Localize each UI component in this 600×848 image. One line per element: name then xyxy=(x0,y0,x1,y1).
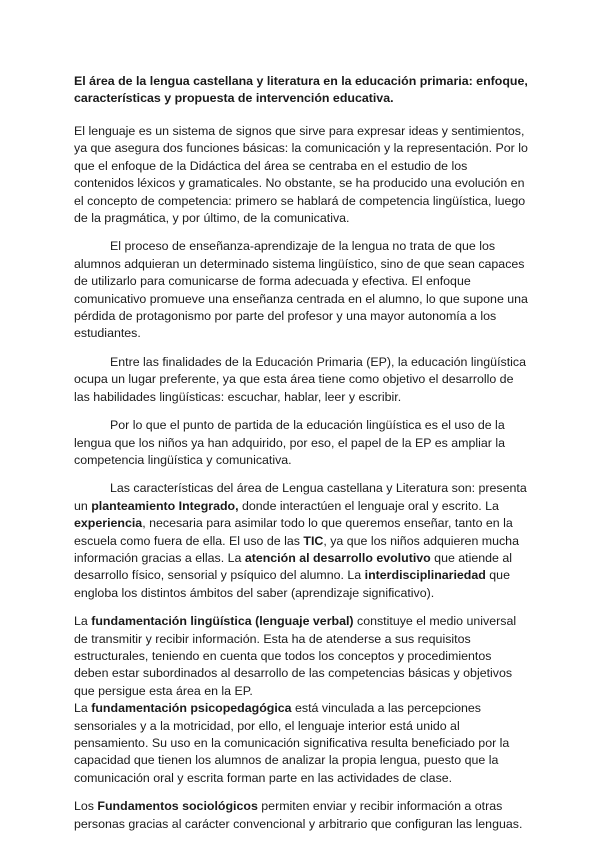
text-run: Los xyxy=(74,799,98,814)
page-title: El área de la lengua castellana y literatura en la educación primaria: enfoque, características y propuesta de intervención educativa. xyxy=(74,74,528,105)
bold-term: TIC xyxy=(303,533,324,548)
text-run: constituye el medio universal de transmitir y recibir información. Esta ha de atenderse a sus requisitos estructurales, teniendo en cuenta que todos los conceptos y procedimientos deben estar subordinados al desarrollo de las competencias básicas y objetivos que persigue esta área en la EP. xyxy=(74,614,517,698)
text-run: que engloba los distintos ámbitos del saber (aprendizaje significativo). xyxy=(74,568,510,600)
paragraph-starting-point: Por lo que el punto de partida de la educación lingüística es el uso de la lengua que los niños ya han adquirido, por eso, el papel de la EP es ampliar la competencia lingüística y comunicativa. xyxy=(74,418,505,467)
text-run: La xyxy=(74,614,92,629)
text-run: Las características del área de Lengua castellana y Literatura son: presenta un xyxy=(74,481,527,513)
bold-term: planteamiento Integrado, xyxy=(91,498,239,513)
paragraph-sociological-foundation xyxy=(74,798,528,833)
text-run: está vinculada a las percepciones sensoriales y a la motricidad, por ello, el lenguaje interior está unido al pensamiento. Su uso en la comunicación significativa resulta beneficiado por la capacidad que tienen los alumnos de analizar la propia lengua, puesto que la comunicación oral y escrita forman parte en las actividades de clase. xyxy=(74,701,510,785)
text-run: permiten enviar y recibir información a otras personas gracias al carácter convencional y arbitrario que configuran las lenguas. xyxy=(74,799,523,831)
paragraph-intro: El lenguaje es un sistema de signos que sirve para expresar ideas y sentimientos, ya que asegura dos funciones básicas: la comunicación y la representación. Por lo que el enfoque de la Didáctica del área se centraba en el estudio de los contenidos léxicos y gramaticales. No obstante, se ha producido una evolución en el concepto de competencia: primero se hablará de competencia lingüística, luego de la pragmática, y por último, de la comunicativa. xyxy=(74,124,528,226)
paragraph-primary-goals: Entre las finalidades de la Educación Primaria (EP), la educación lingüística ocupa un lugar preferente, ya que esta área tiene como objetivo el desarrollo de las habilidades lingüísticas: escuchar, hablar, leer y escribir. xyxy=(74,354,526,404)
paragraph-linguistic-foundation xyxy=(74,613,528,700)
text-run: donde interactúen el lenguaje oral y escrito. La xyxy=(238,498,499,513)
bold-term: fundamentación lingüística (lenguaje verbal) xyxy=(91,614,354,629)
text-run: La xyxy=(74,701,92,716)
text-run: , ya que los niños adquieren mucha información gracias a ellas. La xyxy=(74,533,519,565)
paragraph-teaching-process: El proceso de enseñanza-aprendizaje de la lengua no trata de que los alumnos adquieran un determinado sistema lingüístico, sino de que sean capaces de utilizarlo para comunicarse de forma adecuada y efectiva. El enfoque comunicativo promueve una enseñanza centrada en el alumno, lo que supone una pérdida de protagonismo por parte del profesor y una mayor autonomía a los estudiantes. xyxy=(74,239,528,341)
bold-term: Fundamentos sociológicos xyxy=(97,799,258,814)
paragraph-characteristics xyxy=(74,480,528,602)
paragraph-psychopedagogical-foundation xyxy=(74,700,528,787)
bold-term: fundamentación psicopedagógica xyxy=(91,701,292,716)
text-run: que atiende al desarrollo físico, sensorial y psíquico del alumno. La xyxy=(74,550,513,583)
bold-term: atención al desarrollo evolutivo xyxy=(244,550,431,565)
bold-term: experiencia xyxy=(74,516,143,531)
bold-term: interdisciplinariedad xyxy=(364,568,486,583)
text-run: , necesaria para asimilar todo lo que queremos enseñar, tanto en la escuela como fuera de ella. El uso de las xyxy=(74,516,513,548)
